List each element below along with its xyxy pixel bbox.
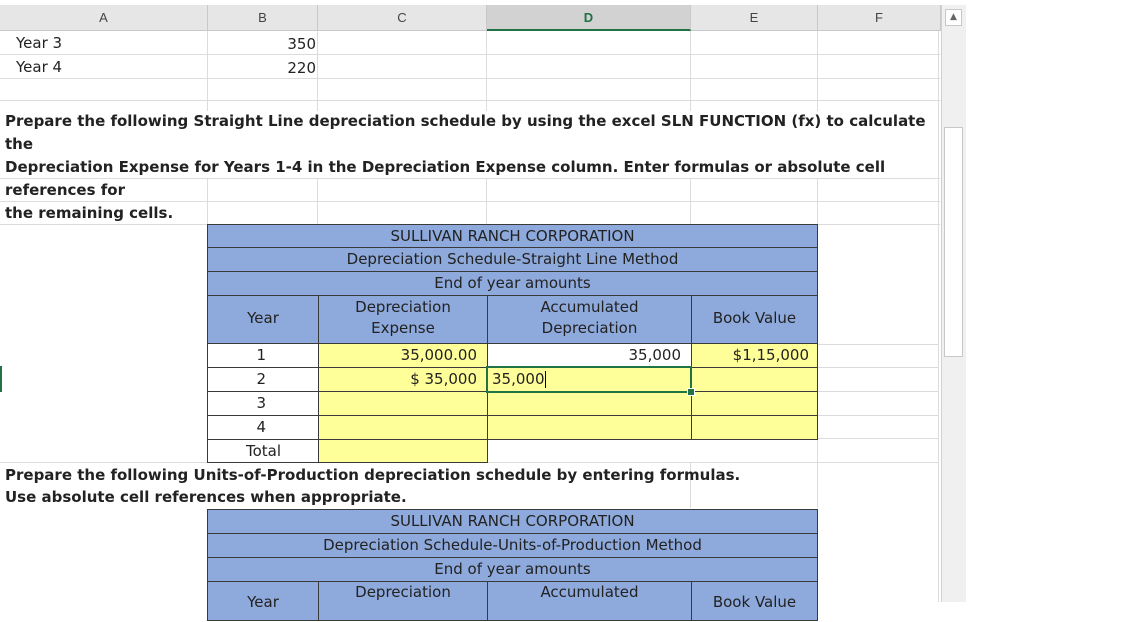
column-header-b[interactable]: B xyxy=(208,5,318,31)
instructions-units-of-production[interactable] xyxy=(5,464,805,508)
instructions-line-1: Prepare the following Units-of-Production depreciation schedule by entering formulas. xyxy=(5,466,741,484)
table1-header-depreciation-expense[interactable] xyxy=(318,295,488,344)
instructions-line-2: Use absolute cell references when appropriate. xyxy=(5,488,407,506)
scrollbar-thumb[interactable] xyxy=(944,127,963,357)
column-header-e[interactable]: E xyxy=(691,5,818,31)
fill-handle[interactable] xyxy=(687,388,695,396)
row-value-year-4[interactable]: 220 xyxy=(287,59,316,77)
table1-header-year[interactable]: Year xyxy=(207,295,319,344)
table1-header-book-value[interactable]: Book Value xyxy=(691,295,818,344)
instructions-line-3: the remaining cells. xyxy=(5,204,174,222)
table1-subtitle[interactable]: End of year amounts xyxy=(207,271,818,296)
instructions-straight-line[interactable] xyxy=(5,110,935,225)
cell-edit-text: 35,000 xyxy=(492,370,545,388)
scroll-up-arrow-icon[interactable]: ▲ xyxy=(945,9,962,26)
table2-header-book-value[interactable]: Book Value xyxy=(691,581,818,621)
table2-title[interactable]: Depreciation Schedule-Units-of-Production Method xyxy=(207,533,818,558)
table1-book-value-3[interactable] xyxy=(691,391,818,416)
table1-company[interactable]: SULLIVAN RANCH CORPORATION xyxy=(207,224,818,248)
header-text: Depreciation xyxy=(541,319,638,337)
header-text: Depreciation xyxy=(355,298,451,316)
table1-dep-expense-2[interactable]: $ 35,000 xyxy=(318,367,488,392)
table1-year-4[interactable]: 4 xyxy=(207,415,319,440)
table1-book-value-1[interactable]: $1,15,000 xyxy=(691,343,818,368)
table1-total-label[interactable]: Total xyxy=(207,439,319,463)
row-value-year-3[interactable]: 350 xyxy=(287,35,316,53)
header-text: Accumulated xyxy=(540,298,639,316)
column-header-a[interactable]: A xyxy=(0,5,208,31)
table1-dep-expense-3[interactable] xyxy=(318,391,488,416)
table2-header-depreciation[interactable]: Depreciation xyxy=(318,581,488,621)
column-header-f[interactable]: F xyxy=(818,5,941,31)
table1-accumulated-1[interactable]: 35,000 xyxy=(487,343,692,368)
instructions-line-1: Prepare the following Straight Line depreciation schedule by using the excel SLN FUNCTION (fx) to calculate the xyxy=(5,112,926,153)
column-header-d[interactable]: D xyxy=(487,5,691,31)
table1-header-accumulated-depreciation[interactable] xyxy=(487,295,692,344)
table1-dep-expense-1[interactable]: 35,000.00 xyxy=(318,343,488,368)
table1-year-2[interactable]: 2 xyxy=(207,367,319,392)
table2-subtitle[interactable]: End of year amounts xyxy=(207,557,818,582)
instructions-line-2: Depreciation Expense for Years 1-4 in the Depreciation Expense column. Enter formulas or absolute cell references for xyxy=(5,158,886,199)
header-text: Expense xyxy=(371,319,435,337)
row-label-year-3[interactable]: Year 3 xyxy=(16,34,63,52)
table1-total-dep-expense[interactable] xyxy=(318,439,488,463)
column-header-c[interactable]: C xyxy=(318,5,487,31)
table1-accumulated-4[interactable] xyxy=(487,415,692,440)
table1-dep-expense-4[interactable] xyxy=(318,415,488,440)
table1-book-value-2[interactable] xyxy=(691,367,818,392)
active-cell-border xyxy=(486,366,692,393)
table1-year-3[interactable]: 3 xyxy=(207,391,319,416)
table2-header-year[interactable]: Year xyxy=(207,581,319,621)
table1-book-value-4[interactable] xyxy=(691,415,818,440)
active-row-indicator xyxy=(0,366,2,392)
table1-title[interactable]: Depreciation Schedule-Straight Line Method xyxy=(207,247,818,272)
table1-accumulated-3[interactable] xyxy=(487,391,692,416)
table1-year-1[interactable]: 1 xyxy=(207,343,319,368)
table2-header-accumulated[interactable]: Accumulated xyxy=(487,581,692,621)
table2-company[interactable]: SULLIVAN RANCH CORPORATION xyxy=(207,509,818,534)
row-label-year-4[interactable]: Year 4 xyxy=(16,58,63,76)
